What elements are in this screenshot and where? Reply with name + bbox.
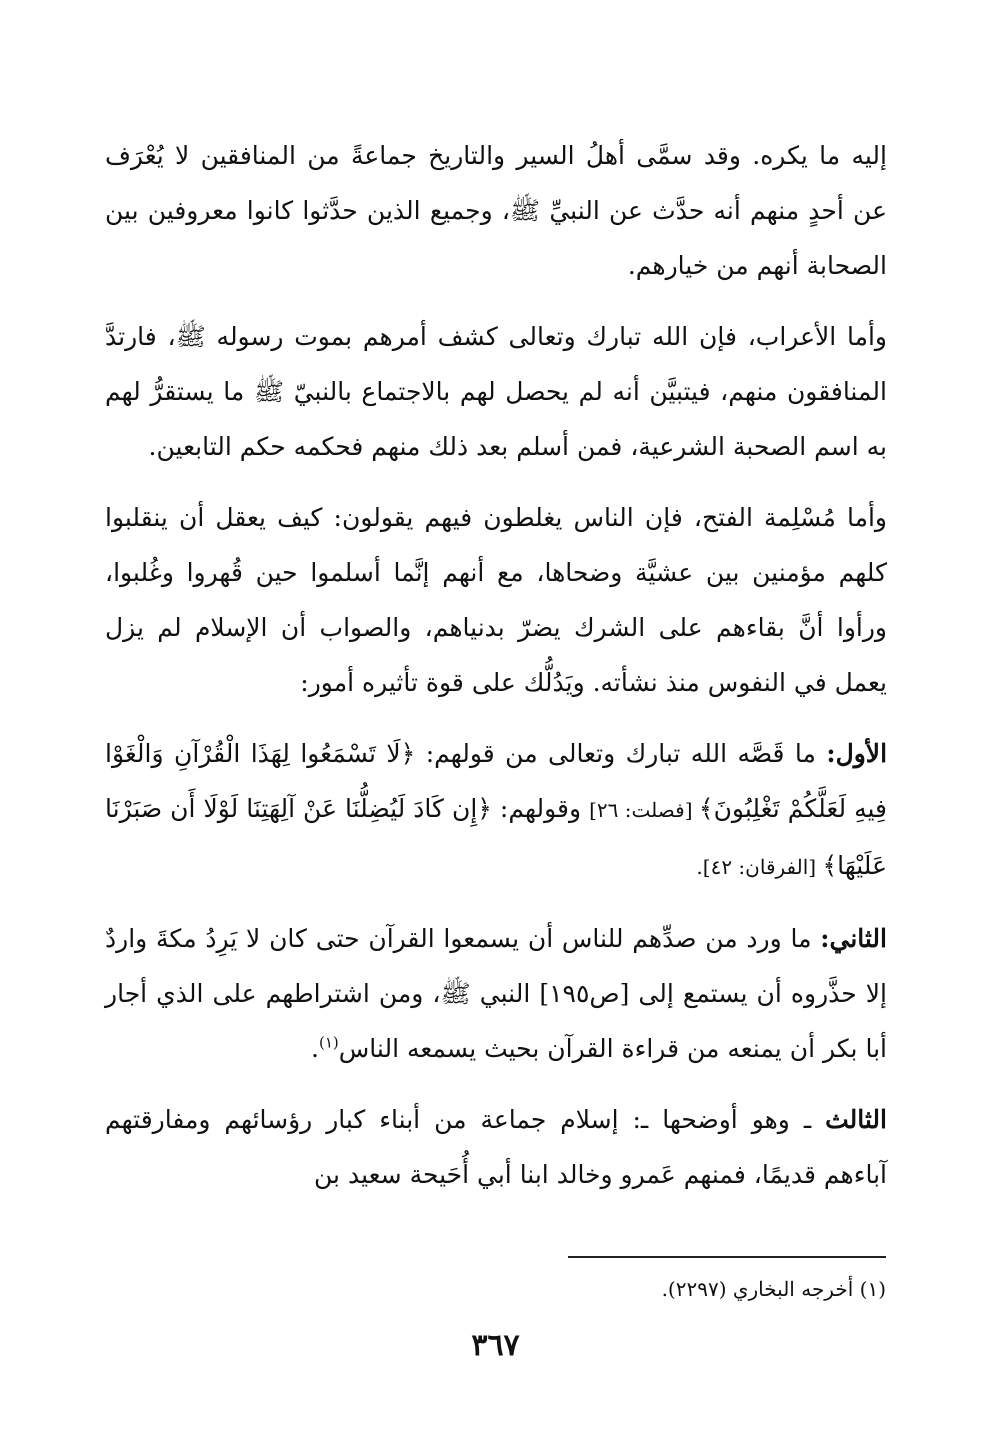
main-text — [105, 128, 887, 1218]
paragraph-text: وأما الأعراب، فإن الله تبارك وتعالى كشف أمرهم بموت رسوله ﷺ، فارتدَّ المنافقون منهم، فيتبيَّن أنه لم يحصل لهم بالاجتماع بالنبيّ ﷺ ما يستقرُّ لهم به اسم الصحبة الشرعية، فمن أسلم بعد ذلك منهم فحكمه حكم التابعين. — [105, 322, 887, 461]
point-text-end: . — [311, 1034, 319, 1063]
paragraph-1 — [105, 128, 887, 293]
footnote-divider — [568, 1256, 886, 1258]
paragraph-text: إليه ما يكره. وقد سمَّى أهلُ السير والتاريخ جماعةً من المنافقين لا يُعْرَف عن أحدٍ منهم أنه حدَّث عن النبيِّ ﷺ، وجميع الذين حدَّثوا كانوا معروفين بين الصحابة أنهم من خيارهم. — [105, 141, 887, 280]
quran-verse: ﴿إِن كَادَ لَيُضِلُّنَا عَنْ آلِهَتِنَا لَوْلَا أَن صَبَرْنَا عَلَيْهَا﴾ — [105, 794, 887, 880]
footnote-reference: (١) — [319, 1033, 339, 1052]
quran-verse: ﴿لَا تَسْمَعُوا لِهَذَا الْقُرْآنِ وَالْغَوْا فِيهِ لَعَلَّكُمْ تَغْلِبُونَ﴾ — [105, 739, 887, 823]
point-text: ما ورد من صدِّهم للناس أن يسمعوا القرآن حتى كان لا يَرِدُ مكةَ واردٌ إلا حذَّروه أن يستمع إلى [ص١٩٥] النبي ﷺ، ومن اشتراطهم على الذي أجار أبا بكر أن يمنعه من قراءة القرآن بحيث يسمعه الناس — [105, 924, 887, 1063]
footnote: (١) أخرجه البخاري (٢٢٩٧). — [661, 1277, 886, 1301]
point-text: وقولهم: — [491, 794, 590, 823]
paragraph-text: وأما مُسْلِمة الفتح، فإن الناس يغلطون فيهم يقولون: كيف يعقل أن ينقلبوا كلهم مؤمنين بين عشيَّة وضحاها، مع أنهم إنَّما أسلموا حين قُهروا وغُلبوا، ورأوا أنَّ بقاءهم على الشرك يضرّ بدنياهم، والصواب أن الإسلام لم يزل يعمل في النفوس منذ نشأته. ويَدُلُّك على قوة تأثيره أمور: — [105, 503, 887, 697]
point-second — [105, 911, 887, 1076]
point-label: الأول: — [826, 739, 888, 768]
point-text: ما قَصَّه الله تبارك وتعالى من قولهم: — [415, 739, 827, 768]
point-label: الثالث — [825, 1105, 887, 1134]
paragraph-bedouins — [105, 309, 887, 474]
point-text: ـ وهو أوضحها ـ: إسلام جماعة من أبناء كبار رؤسائهم ومفارقتهم آباءهم قديمًا، فمنهم عَمرو وخالد ابنا أبي أُحَيحة سعيد بن — [105, 1105, 887, 1189]
page-number: ٣٦٧ — [471, 1328, 520, 1363]
verse-citation: [فصلت: ٢٦] — [589, 798, 699, 822]
paragraph-conquest-muslims — [105, 490, 887, 710]
point-first — [105, 726, 887, 895]
verse-citation: [الفرقان: ٤٢]. — [696, 855, 823, 879]
point-label: الثاني: — [820, 924, 887, 953]
point-third — [105, 1092, 887, 1202]
